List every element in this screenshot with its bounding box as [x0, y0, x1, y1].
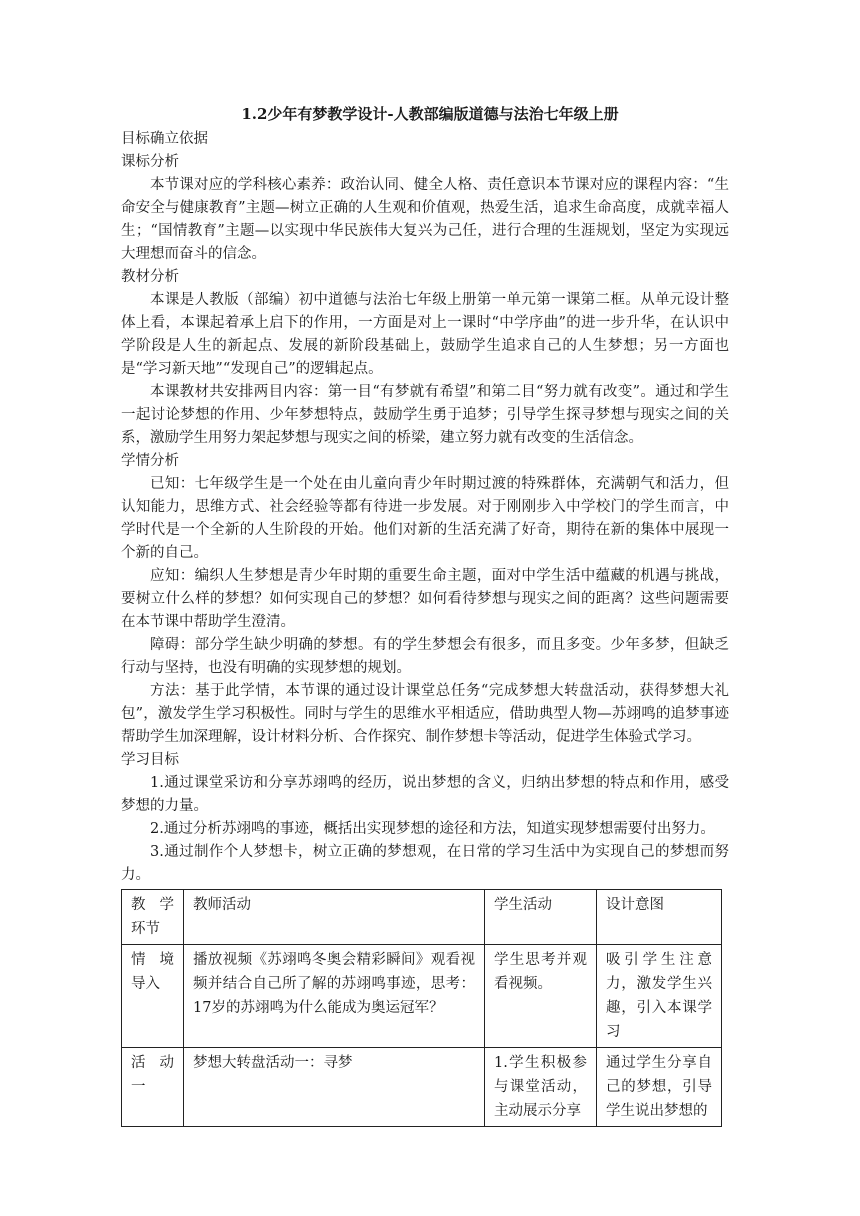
student-method-paragraph: 方法：基于此学情，本节课的通过设计课堂总任务“完成梦想大转盘活动，获得梦想大礼包”，激发学生学习积极性。同时与学生的思维水平相适应，借助典型人物—苏翊鸣的追梦事迹帮助学生加深理解，设计材料分析、合作探究、制作梦想卡等活动，促进学生体验式学习。 [121, 683, 729, 745]
header-cell: 教师活动 [184, 890, 485, 945]
table-cell: 通过学生分享自己的梦想，引导学生说出梦想的 [597, 1048, 722, 1127]
table-cell: 吸引学生注意力，激发学生兴趣，引入本课学习 [597, 945, 722, 1048]
table-cell: 活动一 [122, 1048, 184, 1127]
document-page [121, 100, 729, 1127]
header-cell: 教学环节 [122, 890, 184, 945]
document-title: 1.2少年有梦教学设计-人教部编版道德与法治七年级上册 [241, 105, 619, 123]
student-heading: 学情分析 [121, 453, 179, 469]
student-obstacle-paragraph: 障碍：部分学生缺少明确的梦想。有的学生梦想会有很多，而且多变。少年多梦，但缺乏行动与坚持，也没有明确的实现梦想的规划。 [121, 637, 729, 676]
textbook-paragraph-2: 本课教材共安排两目内容：第一目“有梦就有希望”和第二目“努力就有改变”。通过和学生一起讨论梦想的作用、少年梦想特点，鼓励学生勇于追梦；引导学生探寻梦想与现实之间的关系，激励学生用努力架起梦想与现实之间的桥梁，建立努力就有改变的生活信念。 [121, 384, 729, 446]
lesson-plan-table [121, 889, 722, 1127]
textbook-paragraph-1: 本课是人教版（部编）初中道德与法治七年级上册第一单元第一课第二框。从单元设计整体上看，本课起着承上启下的作用，一方面是对上一课时“中学序曲”的进一步升华，在认识中学阶段是人生的新起点、发展的新阶段基础上，鼓励学生追求自己的人生梦想；另一方面也是“学习新天地”“发现自己”的逻辑起点。 [121, 292, 729, 377]
table-cell: 播放视频《苏翊鸣冬奥会精彩瞬间》观看视频并结合自己所了解的苏翊鸣事迹，思考：17岁的苏翊鸣为什么能成为奥运冠军？ [184, 945, 485, 1048]
table-cell: 梦想大转盘活动一：寻梦 [184, 1048, 485, 1127]
table-cell: 情境导入 [122, 945, 184, 1048]
table-cell: 1.学生积极参与课堂活动，主动展示分享 [485, 1048, 597, 1127]
goal-3: 3.通过制作个人梦想卡，树立正确的梦想观，在日常的学习生活中为实现自己的梦想而努力。 [121, 844, 729, 883]
curriculum-paragraph: 本节课对应的学科核心素养：政治认同、健全人格、责任意识本节课对应的课程内容：“生命安全与健康教育”主题—树立正确的人生观和价值观，热爱生活，追求生命高度，成就幸福人生；“国情教育”主题—以实现中华民族伟大复兴为己任，进行合理的生涯规划，坚定为实现远大理想而奋斗的信念。 [121, 177, 729, 262]
student-should-paragraph: 应知：编织人生梦想是青少年时期的重要生命主题，面对中学生活中蕴藏的机遇与挑战，要树立什么样的梦想？如何实现自己的梦想？如何看待梦想与现实之间的距离？这些问题需要在本节课中帮助学生澄清。 [121, 568, 729, 630]
table-row [122, 945, 722, 1048]
basis-heading: 目标确立依据 [121, 131, 208, 147]
goal-1: 1.通过课堂采访和分享苏翊鸣的经历，说出梦想的含义，归纳出梦想的特点和作用，感受梦想的力量。 [121, 775, 729, 814]
table-cell: 学生思考并观看视频。 [485, 945, 597, 1048]
curriculum-heading: 课标分析 [121, 154, 179, 170]
header-cell: 设计意图 [597, 890, 722, 945]
textbook-heading: 教材分析 [121, 269, 179, 285]
table-header-row [122, 890, 722, 945]
goals-heading: 学习目标 [121, 752, 179, 768]
table-row [122, 1048, 722, 1127]
header-cell: 学生活动 [485, 890, 597, 945]
goal-2: 2.通过分析苏翊鸣的事迹，概括出实现梦想的途径和方法，知道实现梦想需要付出努力。 [150, 821, 715, 837]
student-known-paragraph: 已知：七年级学生是一个处在由儿童向青少年时期过渡的特殊群体，充满朝气和活力，但认知能力，思维方式、社会经验等都有待进一步发展。对于刚刚步入中学校门的学生而言，中学时代是一个全新的人生阶段的开始。他们对新的生活充满了好奇，期待在新的集体中展现一个新的自己。 [121, 476, 729, 561]
